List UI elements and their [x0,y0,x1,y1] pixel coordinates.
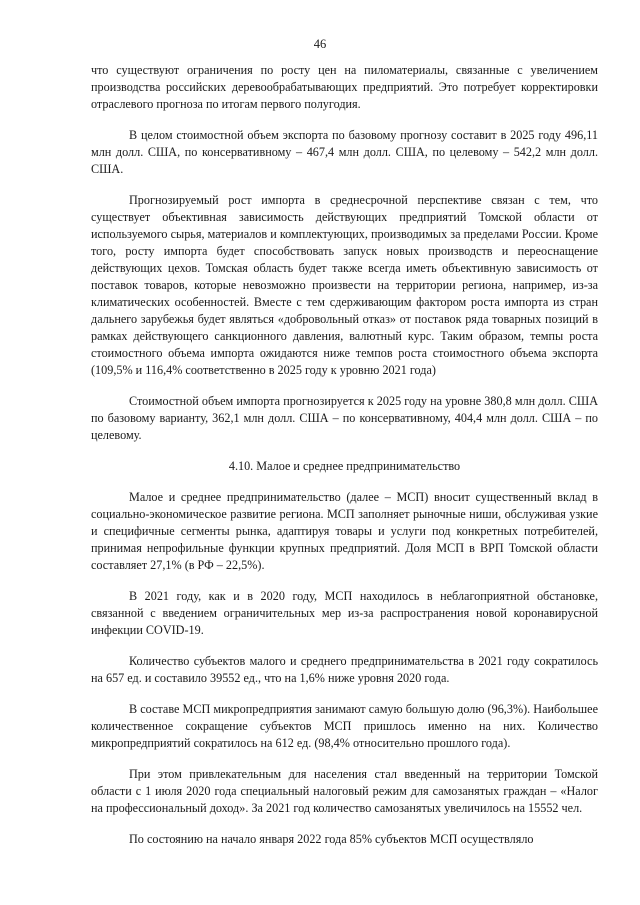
paragraph-self-employed: При этом привлекательным для населения стал введенный на территории Томской области с 1 июля 2020 года специальный налоговый режим для самозанятых граждан – «Налог на профессиональный доход». За 2021 год количество самозанятых увеличилось на 15552 чел. [91,767,598,815]
paragraph-export-forecast: В целом стоимостной объем экспорта по базовому прогнозу составит в 2025 году 496,11 млн долл. США, по консервативному – 467,4 млн долл. США, по целевому – 542,2 млн долл. США. [91,128,598,176]
paragraph-import-forecast: Стоимостной объем импорта прогнозируется к 2025 году на уровне 380,8 млн долл. США по базовому варианту, 362,1 млн долл. США – по консервативному, 404,4 млн долл. США – по целевому. [91,394,598,442]
paragraph-micro-enterprises: В составе МСП микропредприятия занимают самую большую долю (96,3%). Наибольшее количественное сокращение субъектов МСП пришлось именно на них. Количество микропредприятий сократилось на 612 ед. (98,4% относительно прошлого года). [91,702,598,750]
page-number: 46 [313,37,327,51]
paragraph-continued: что существуют ограничения по росту цен на пиломатериалы, связанные с увеличением производства российских деревообрабатывающих предприятий. Это потребует корректировки отраслевого прогноза по итогам первого полугодия. [91,63,598,111]
section-heading: 4.10. Малое и среднее предпринимательство [228,459,461,473]
paragraph-sme-2021: В 2021 году, как и в 2020 году, МСП находилось в неблагоприятной обстановке, связанной с введением ограничительных мер из-за распространения новой коронавирусной инфекции COVID-19. [91,589,598,637]
paragraph-import-growth: Прогнозируемый рост импорта в среднесрочной перспективе связан с тем, что существует объективная зависимость действующих предприятий Томской области от используемого сырья, материалов и комплектующих, производимых за пределами России. Кроме того, росту импорта будет способствовать запуск новых производств и переоснащение действующих цехов. Томская область будет также всегда иметь объективную зависимость от поставок товаров, которые невозможно произвести на территории региона, например, из-за климатических особенностей. Вместе с тем сдерживающим фактором роста импорта из стран дальнего зарубежья будет являться «добровольный отказ» от поставок ряда товарных позиций в рамках действующего санкционного давления, валютный курс. Таким образом, темпы роста стоимостного объема импорта ожидаются ниже темпов роста стоимостного объема экспорта (109,5% и 116,4% соответственно в 2025 году к уровню 2021 года) [91,193,598,377]
page-body [91,62,598,848]
paragraph-sme-activity: По состоянию на начало января 2022 года 85% субъектов МСП осуществляло [129,832,534,846]
paragraph-sme-count: Количество субъектов малого и среднего предпринимательства в 2021 году сократилось на 657 ед. и составило 39552 ед., что на 1,6% ниже уровня 2020 года. [91,654,598,685]
paragraph-sme-intro: Малое и среднее предпринимательство (далее – МСП) вносит существенный вклад в социально-экономическое развитие региона. МСП заполняет рыночные ниши, обслуживая узкие и специфичные сегменты рынка, адаптируя товары и услуги под конкретных потребителей, принимая непрофильные функции крупных предприятий. Доля МСП в ВРП Томской области составляет 27,1% (в РФ – 22,5%). [91,490,598,572]
